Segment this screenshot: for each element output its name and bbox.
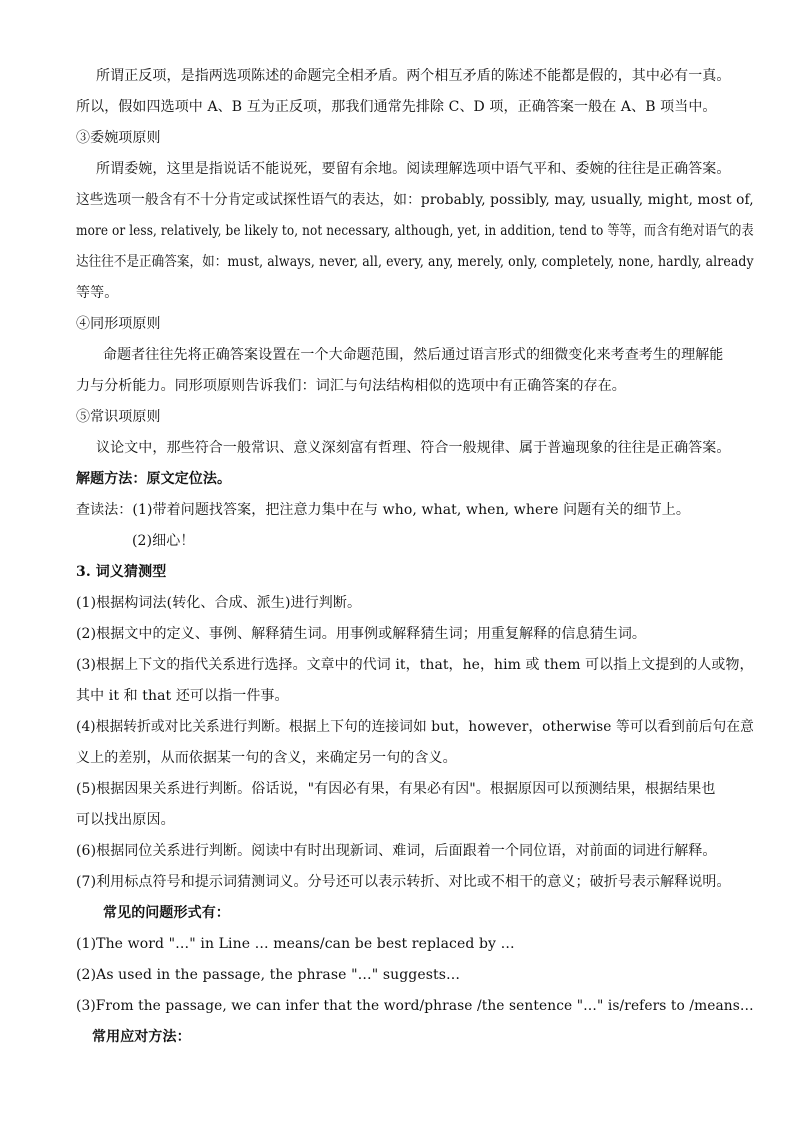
list-item: (3)根据上下文的指代关系进行选择。文章中的代词 it，that，he，him 或 them 可以指上文提到的人或物，	[76, 657, 754, 673]
list-item: (5)根据因果关系进行判断。俗话说，"有因必有果，有果必有因"。根据原因可以预测结果，根据结果也	[76, 781, 716, 797]
list-item: (2)As used in the passage, the phrase "…" suggests…	[76, 967, 461, 983]
paragraph-line: 所以，假如四选项中 A、B 互为正反项，那我们通常先排除 C、D 项，正确答案一般在 A、B 项当中。	[76, 99, 717, 115]
list-item: (7)利用标点符号和提示词猜测词义。分号还可以表示转折、对比或不相干的意义；破折号表示解释说明。	[76, 874, 731, 890]
paragraph-line: 所谓委婉，这里是指说话不能说死，要留有余地。阅读理解选项中语气平和、委婉的往往是正确答案。	[96, 161, 731, 177]
paragraph-line: 达往往不是正确答案，如：must, always, never, all, every, any, merely, only, completely, none, hardly, already	[76, 254, 754, 270]
list-item: 可以找出原因。	[76, 812, 175, 828]
bold-heading: 解题方法：原文定位法。	[76, 471, 232, 487]
list-item: (2)根据文中的定义、事例、解释猜生词。用事例或解释猜生词；用重复解释的信息猜生词。	[76, 626, 647, 642]
section-heading: ⑤常识项原则	[76, 409, 161, 425]
section-heading: ③委婉项原则	[76, 130, 161, 146]
paragraph-line: 议论文中，那些符合一般常识、意义深刻富有哲理、符合一般规律、属于普遍现象的往往是正确答案。	[96, 440, 731, 456]
paragraph-line: 力与分析能力。同形项原则告诉我们：词汇与句法结构相似的选项中有正确答案的存在。	[76, 378, 626, 394]
paragraph-line: 所谓正反项，是指两选项陈述的命题完全相矛盾。两个相互矛盾的陈述不能都是假的，其中必有一真。	[96, 68, 731, 84]
list-item: (6)根据同位关系进行判断。阅读中有时出现新词、难词，后面跟着一个同位语，对前面的词进行解释。	[76, 843, 717, 859]
list-item: 其中 it 和 that 还可以指一件事。	[76, 688, 289, 704]
section-heading: ④同形项原则	[76, 316, 161, 332]
list-item: (1)根据构词法(转化、合成、派生)进行判断。	[76, 595, 362, 611]
list-item: (3)From the passage, we can infer that the word/phrase /the sentence "…" is/refers to /means…	[76, 998, 754, 1014]
paragraph-line: 这些选项一般含有不十分肯定或试探性语气的表达，如：probably, possibly, may, usually, might, most of,	[76, 192, 754, 208]
paragraph-line: 查读法：(1)带着问题找答案，把注意力集中在与 who, what, when, where 问题有关的细节上。	[76, 502, 690, 518]
paragraph-line: more or less, relatively, be likely to, not necessary, although, yet, in addition, tend to 等等，而含有绝对语气的表	[76, 223, 754, 239]
list-item: (1)The word "…" in Line … means/can be best replaced by …	[76, 936, 515, 952]
list-item: 义上的差别，从而依据某一句的含义，来确定另一句的含义。	[76, 750, 457, 766]
section-title: 3. 词义猜测型	[76, 564, 167, 580]
paragraph-line: 命题者往往先将正确答案设置在一个大命题范围，然后通过语言形式的细微变化来考查考生的理解能	[103, 347, 724, 363]
list-item: (4)根据转折或对比关系进行判断。根据上下句的连接词如 but，however，otherwise 等可以看到前后句在意	[76, 719, 754, 735]
bold-heading: 常用应对方法：	[92, 1029, 191, 1045]
bold-heading: 常见的问题形式有：	[103, 905, 230, 921]
paragraph-line: (2)细心！	[132, 533, 195, 549]
paragraph-line: 等等。	[76, 285, 119, 301]
